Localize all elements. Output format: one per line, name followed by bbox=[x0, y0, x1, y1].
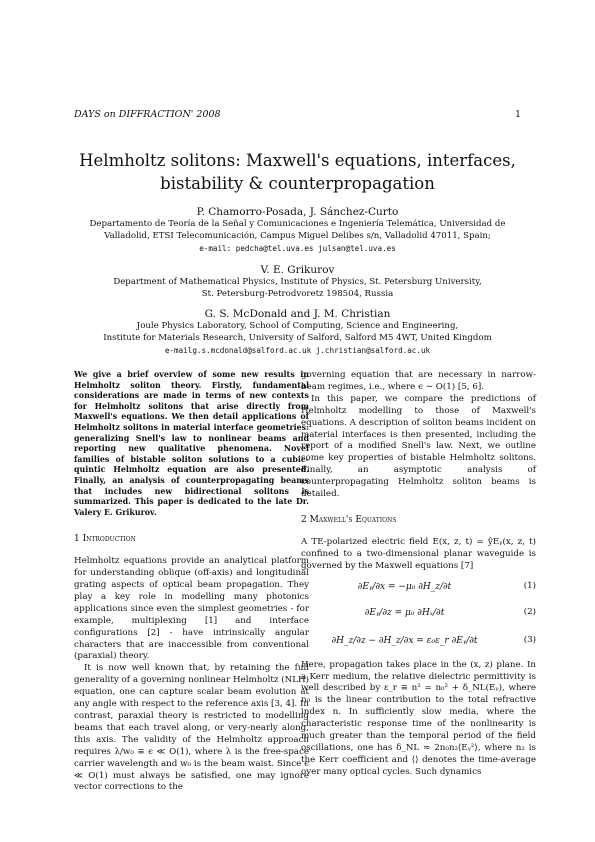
equation-number: (3) bbox=[523, 634, 536, 645]
author-group-1 bbox=[60, 205, 535, 254]
equation-block bbox=[301, 575, 536, 657]
left-column bbox=[74, 370, 309, 794]
affiliation-line: Valladolid, ETSI Telecomunicación, Campus Miguel Delibes s/n, Valladolid 47011, Spain; bbox=[104, 230, 491, 241]
paragraph: Helmholtz equations provide an analytical platform for understanding oblique (off-axis) and longitudinal grating aspects of optical beam propagation. They play a key role in modelling many photonics applications since even the simplest geometries - for example, multiplexing [1] and interface configurations [2] - have intrinsically angular characters that are inaccessible from conventional (paraxial) theory. bbox=[74, 556, 309, 662]
equation-body: ∂H_z/∂z − ∂H_z/∂x = ε₀ε_r ∂Eᵧ/∂t bbox=[331, 635, 478, 646]
running-header bbox=[74, 109, 521, 123]
paragraph: A TE-polarized electric field E(x, z, t) = ŷEᵧ(x, z, t) confined to a two-dimensional planar waveguide is governed by the Maxwell equations [7] bbox=[301, 536, 536, 571]
equation-number: (1) bbox=[523, 580, 536, 591]
author-group-3 bbox=[60, 307, 535, 356]
section-heading-maxwell: 2 Maxwell's Equations bbox=[301, 514, 397, 525]
journal-name: DAYS on DIFFRACTION' 2008 bbox=[74, 109, 221, 120]
equation-1 bbox=[301, 575, 536, 599]
page-number: 1 bbox=[514, 109, 521, 120]
paragraph: It is now well known that, by retaining the full generality of a governing nonlinear Helmholtz (NLH) equation, one can capture scalar beam evolution at any angle with respect to the reference axis [3, 4]. In contrast, paraxial theory is restricted to modelling beams that each travel along, or very-nearly along, this axis. The validity of the Helmholtz approach requires λ/w₀ ≡ ϵ ≪ O(1), where λ is the free-space carrier wavelength and w₀ is the beam waist. Since ϵ ≪ O(1) must always be satisfied, one may ignore vector corrections to the bbox=[74, 663, 309, 793]
affiliation-line: Joule Physics Laboratory, School of Computing, Science and Engineering, bbox=[136, 321, 459, 331]
equation-2 bbox=[301, 601, 536, 625]
affiliation-line: Department of Mathematical Physics, Institute of Physics, St. Petersburg University, bbox=[113, 277, 482, 287]
affiliation-line: Institute for Materials Research, University of Salford, Salford M5 4WT, United Kingdom bbox=[103, 332, 492, 343]
title-line-1: Helmholtz solitons: Maxwell's equations, interfaces, bbox=[79, 151, 516, 170]
author-email: e-mail: pedcha@tel.uva.es julsan@tel.uva.es bbox=[199, 243, 396, 253]
author-group-2 bbox=[60, 263, 535, 301]
paragraph: In this paper, we compare the predictions of Helmholtz modelling to those of Maxwell's equations. A description of soliton beams incident on material interfaces is then presented, including the report of a modified Snell's law. Next, we outline some key properties of bistable Helmholtz solitons. Finally, an asymptotic analysis of counterpropagating Helmholtz soliton beams is detailed. bbox=[301, 393, 536, 500]
author-email: e-mailg.s.mcdonald@salford.ac.uk j.christian@salford.ac.uk bbox=[164, 345, 431, 355]
equation-body: ∂Eᵧ/∂z = μ₀ ∂Hₓ/∂t bbox=[364, 607, 445, 618]
section-heading-introduction: 1 Introduction bbox=[74, 534, 136, 545]
author-names: G. S. McDonald and J. M. Christian bbox=[204, 308, 391, 320]
equation-number: (2) bbox=[523, 606, 536, 617]
right-column bbox=[301, 370, 536, 779]
title-line-2: bistability & counterpropagation bbox=[160, 174, 435, 193]
affiliation-line: Departamento de Teoría de la Señal y Comunicaciones e Ingeniería Telemática, Universidad de bbox=[89, 219, 506, 229]
author-names: V. E. Grikurov bbox=[260, 264, 335, 276]
abstract: We give a brief overview of some new results in Helmholtz soliton theory. Firstly, fundamental considerations are made in terms of new contexts for Helmholtz solitons that arise directly from Maxwell's equations. We then detail applications of Helmholtz solitons in material interface geometries: generalizing Snell's law to nonlinear beams and reporting new qualitative phenomena. Novel families of bistable soliton solutions to a cubic-quintic Helmholtz equation are also presented. Finally, an analysis of counterpropagating beams that includes new bidirectional solitons is summarized. This paper is dedicated to the late Dr. Valery E. Grikurov. bbox=[74, 370, 309, 517]
paragraph: Here, propagation takes place in the (x, z) plane. In a Kerr medium, the relative dielectric permittivity is well described by ε_r ≡ n² = n₀² + δ_NL(Eᵧ), where n₀ is the linear contribution to the total refractive index n. In sufficiently slow media, where the characteristic response time of the nonlinearity is much greater than the temporal period of the field oscillations, one has δ_NL ≈ 2n₀n₂⟨Eᵧ²⟩, where n₂ is the Kerr coefficient and ⟨⟩ denotes the time-average over many optical cycles. Such dynamics bbox=[301, 659, 536, 777]
paper-title bbox=[40, 149, 555, 195]
equation-3 bbox=[301, 629, 536, 653]
author-names: P. Chamorro-Posada, J. Sánchez-Curto bbox=[196, 206, 399, 218]
affiliation-line: St. Petersburg-Petrodvoretz 198504, Russia bbox=[201, 288, 394, 299]
paragraph: governing equation that are necessary in narrow-beam regimes, i.e., where ϵ ∼ O(1) [5, 6]. bbox=[301, 370, 536, 392]
equation-body: ∂Eᵧ/∂x = −μ₀ ∂H_z/∂t bbox=[357, 581, 452, 592]
